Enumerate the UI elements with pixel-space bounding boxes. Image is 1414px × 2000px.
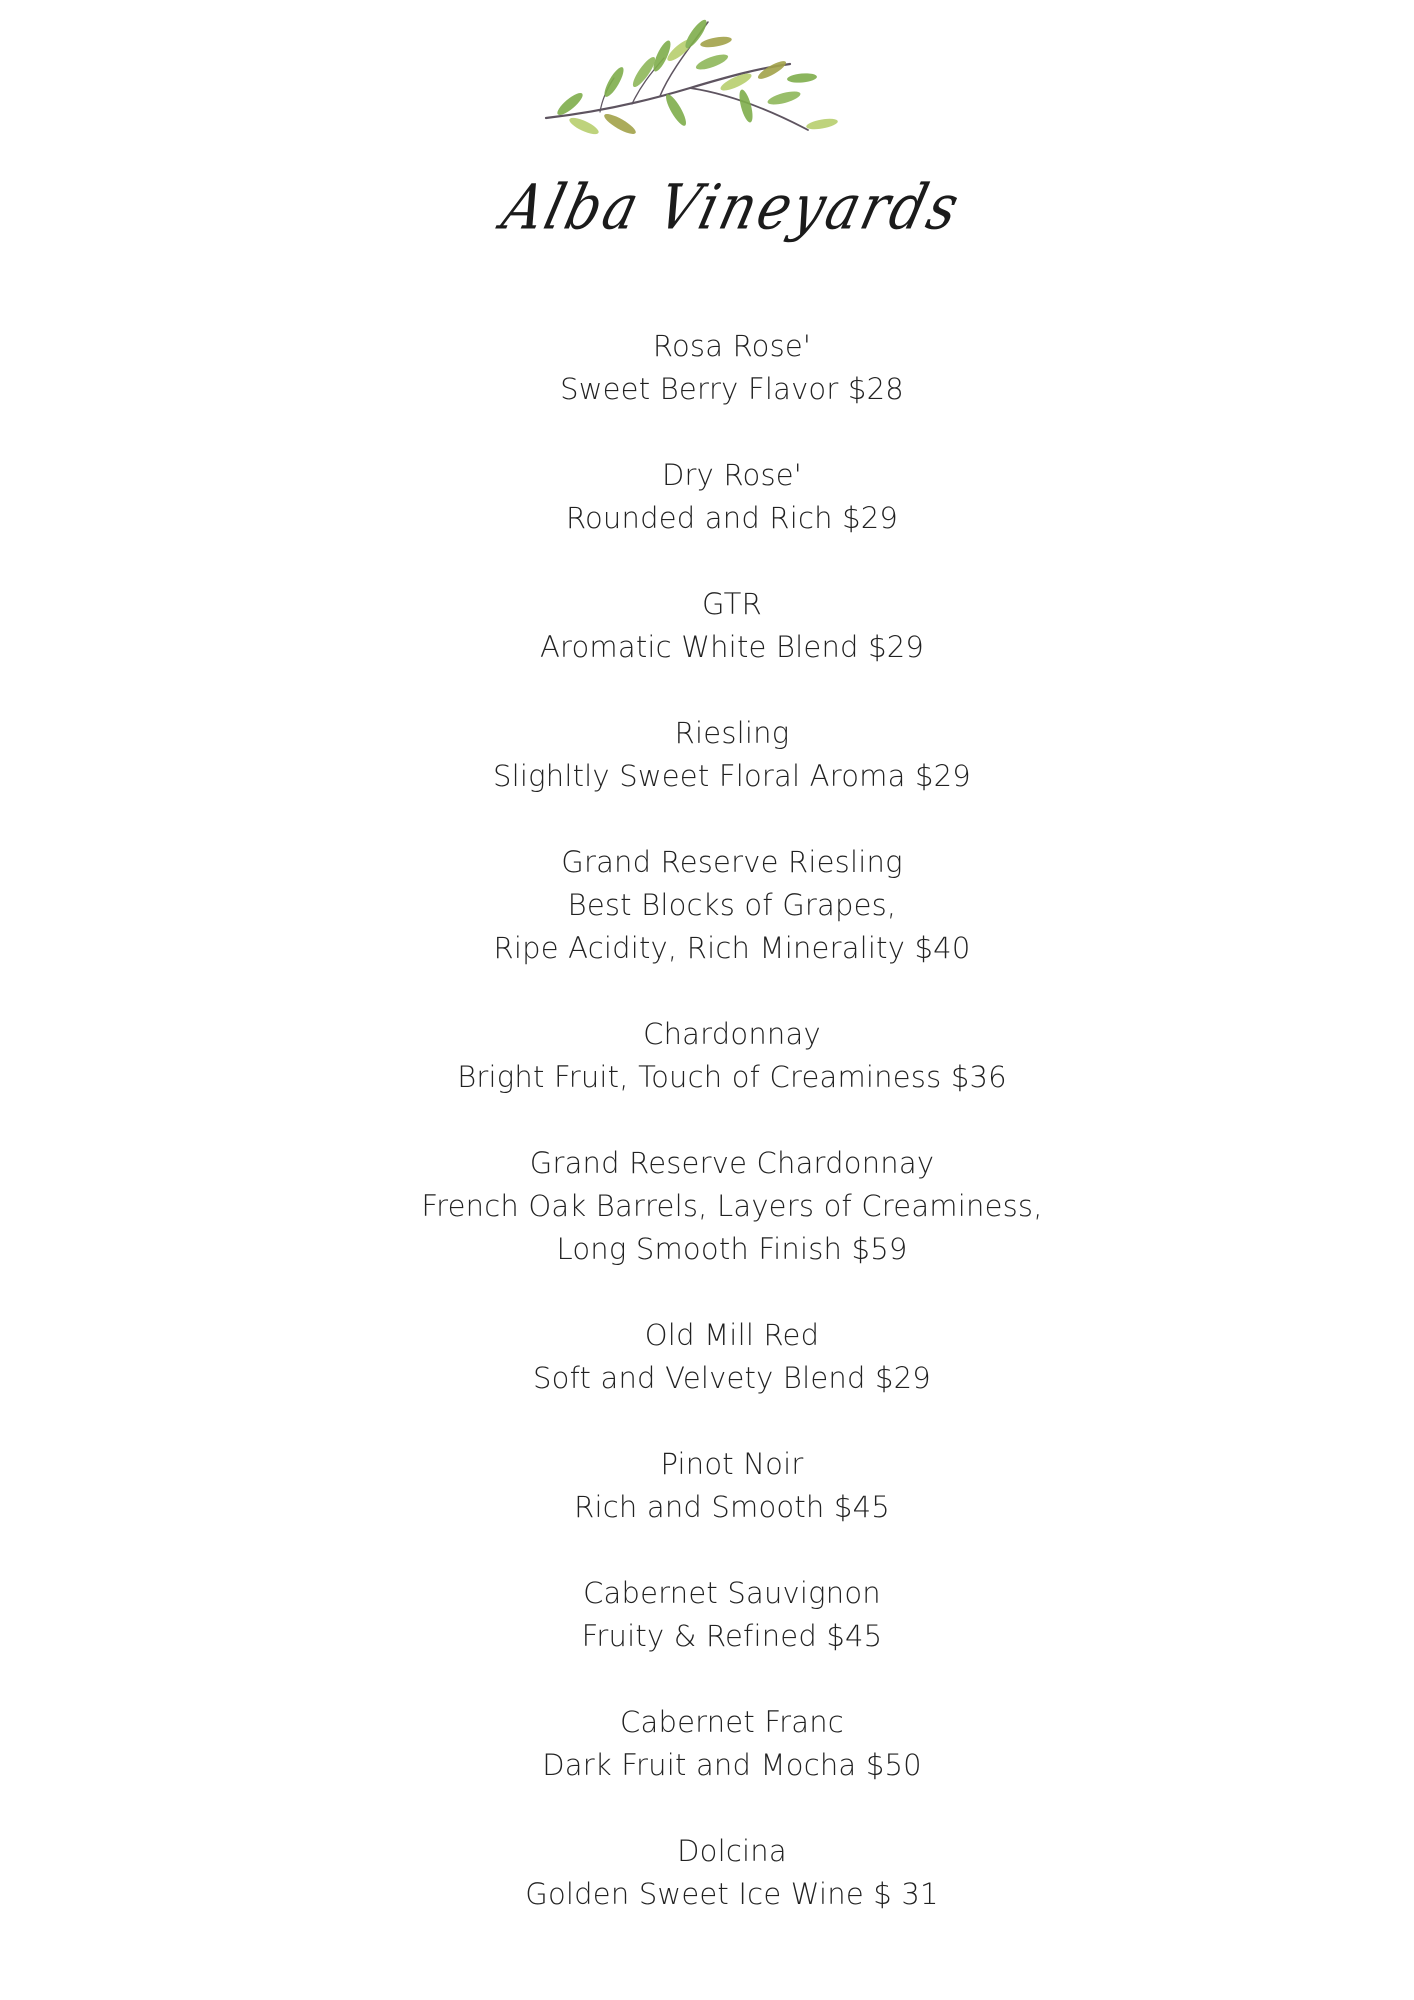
wine-item (0, 1013, 1414, 1099)
wine-description: Aromatic White Blend $29 (539, 630, 925, 664)
wine-item (0, 583, 1414, 669)
wine-item (0, 1701, 1414, 1787)
wine-name: Riesling (674, 716, 790, 750)
wine-item (0, 1830, 1414, 1916)
wine-name: Dry Rose' (662, 458, 802, 492)
wine-description: Rich and Smooth $45 (574, 1490, 890, 1524)
wine-item (0, 1142, 1414, 1271)
wine-description: Soft and Velvety Blend $29 (533, 1361, 931, 1395)
wine-description: Long Smooth Finish $59 (556, 1232, 908, 1266)
wine-item (0, 1572, 1414, 1658)
wine-item (0, 712, 1414, 798)
olive-sprig-icon (540, 12, 850, 147)
wine-name: Cabernet Franc (620, 1705, 844, 1739)
wine-description: Golden Sweet Ice Wine $ 31 (525, 1877, 939, 1911)
wine-description: Sweet Berry Flavor $28 (560, 372, 904, 406)
wine-description: Bright Fruit, Touch of Creaminess $36 (457, 1060, 1007, 1094)
wine-item (0, 841, 1414, 970)
wine-item (0, 325, 1414, 411)
wine-description: Rounded and Rich $29 (565, 501, 899, 535)
wine-name: Rosa Rose' (652, 329, 812, 363)
wine-name: Pinot Noir (660, 1447, 804, 1481)
wine-description: Dark Fruit and Mocha $50 (542, 1748, 922, 1782)
wine-item (0, 1314, 1414, 1400)
wine-description: Ripe Acidity, Rich Minerality $40 (493, 931, 971, 965)
wine-description: Fruity & Refined $45 (581, 1619, 883, 1653)
wine-name: Cabernet Sauvignon (583, 1576, 881, 1610)
wine-item (0, 1443, 1414, 1529)
wine-name: Chardonnay (643, 1017, 821, 1051)
wine-name: Dolcina (677, 1834, 787, 1868)
wine-description: Slighltly Sweet Floral Aroma $29 (493, 759, 971, 793)
wine-name: GTR (702, 587, 762, 621)
wine-item (0, 454, 1414, 540)
wine-name: Grand Reserve Chardonnay (529, 1146, 935, 1180)
wine-description: French Oak Barrels, Layers of Creaminess, (421, 1189, 1043, 1223)
winery-title: Alba Vineyards (495, 171, 969, 244)
wine-name: Grand Reserve Riesling (561, 845, 903, 879)
wine-name: Old Mill Red (644, 1318, 820, 1352)
wine-list (0, 325, 1414, 1959)
wine-description: Best Blocks of Grapes, (567, 888, 897, 922)
